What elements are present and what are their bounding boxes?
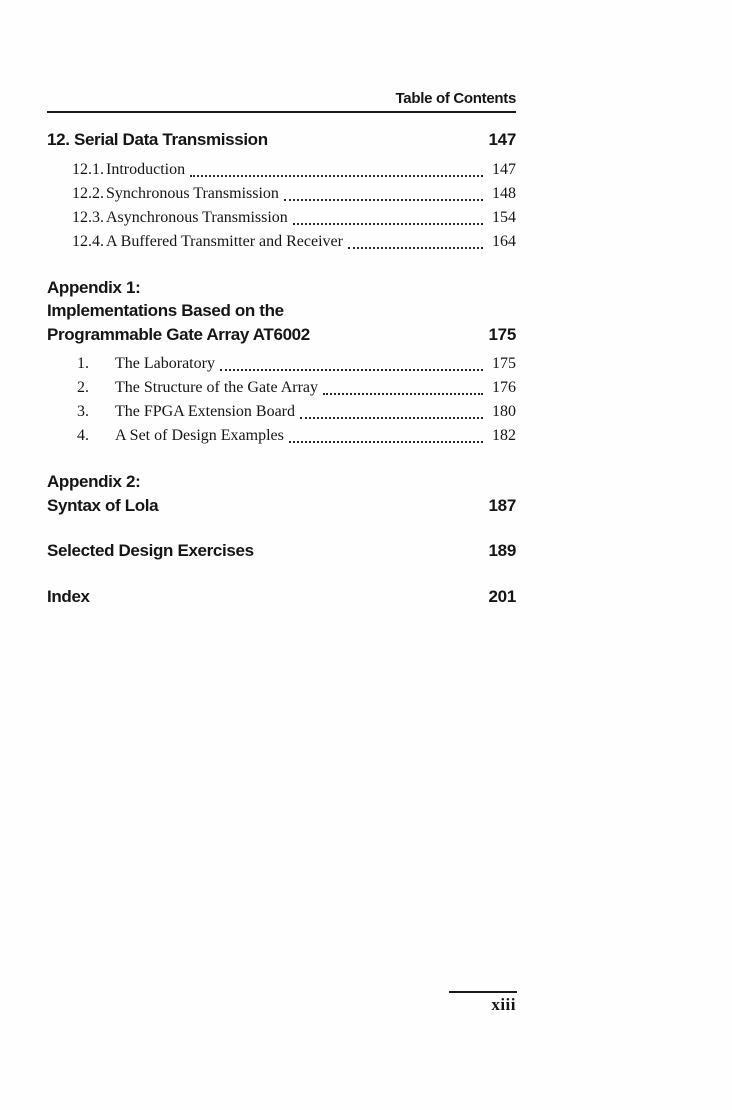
entry-number: 12.2. [72, 184, 104, 202]
dot-leader [323, 393, 483, 395]
entry-number: 2. [77, 379, 89, 396]
entry-title: A Set of Design Examples [115, 427, 284, 444]
toc-entry-row [47, 158, 516, 182]
entry-title: Introduction [106, 160, 186, 178]
toc-entry-row [47, 230, 516, 254]
entry-page-number: 180 [492, 403, 516, 420]
entry-page-number: 175 [492, 355, 516, 372]
entry-number: 3. [77, 403, 89, 420]
footer-page-number: xiii [491, 995, 516, 1014]
entry-title: The Laboratory [115, 355, 215, 372]
section-entries [47, 352, 516, 448]
entry-number: 12.3. [72, 208, 104, 226]
section-title-lines [47, 539, 482, 563]
toc-entry-row [47, 352, 516, 376]
footer-rule [449, 991, 517, 993]
dot-leader [348, 247, 483, 249]
entry-title: The FPGA Extension Board [115, 403, 295, 420]
entry-title: Asynchronous Transmission [106, 208, 288, 226]
entry-page-number: 182 [492, 427, 516, 444]
toc-entry-row [47, 206, 516, 230]
section-heading [47, 585, 516, 609]
toc-section [47, 539, 516, 563]
section-title-lines [47, 470, 482, 517]
toc-content [47, 90, 516, 608]
section-page-number: 189 [488, 541, 516, 560]
entry-page-number: 154 [492, 208, 516, 226]
entry-page-number: 147 [492, 160, 516, 178]
entry-number: 1. [77, 355, 89, 372]
dot-leader [300, 417, 483, 419]
section-page-number: 147 [488, 130, 516, 149]
entry-title: Synchronous Transmission [106, 184, 279, 202]
entry-page-number: 148 [492, 184, 516, 202]
dot-leader [220, 369, 483, 371]
toc-section [47, 128, 516, 254]
section-title-line: Implementations Based on the [47, 301, 284, 320]
section-heading [47, 128, 516, 152]
section-heading [47, 539, 516, 563]
dot-leader [284, 199, 483, 201]
dot-leader [289, 441, 483, 443]
toc-section [47, 585, 516, 609]
section-heading [47, 276, 516, 347]
section-page-number: 201 [488, 586, 516, 606]
section-title-lines [47, 585, 482, 609]
section-title-line: Appendix 2: [47, 472, 141, 491]
section-entries [47, 158, 516, 254]
toc-section [47, 276, 516, 449]
section-title-line: Syntax of Lola [47, 495, 159, 515]
entry-title: The Structure of the Gate Array [115, 379, 319, 396]
section-title-lines [47, 276, 482, 347]
section-title-lines [47, 128, 482, 152]
entry-number: 12.1. [72, 160, 104, 178]
section-title-line: 12. Serial Data Transmission [47, 130, 268, 149]
header-rule [47, 111, 516, 113]
entry-number: 4. [77, 427, 89, 444]
section-title-line: Programmable Gate Array AT6002 [47, 324, 310, 344]
section-title-line: Index [47, 586, 90, 606]
section-page-number: 175 [488, 324, 516, 344]
section-title-line: Selected Design Exercises [47, 541, 254, 560]
entry-number: 12.4. [72, 232, 104, 250]
section-title-line: Appendix 1: [47, 277, 141, 297]
toc-entry-row [47, 182, 516, 206]
section-page-number: 187 [488, 495, 516, 515]
toc-entry-row [47, 400, 516, 424]
toc-sections [47, 128, 516, 608]
entry-page-number: 164 [492, 232, 516, 250]
toc-section [47, 470, 516, 517]
entry-title: A Buffered Transmitter and Receiver [106, 232, 343, 250]
section-heading [47, 470, 516, 517]
page-header [47, 90, 516, 113]
dot-leader [293, 223, 483, 225]
page-footer [449, 991, 517, 1015]
toc-entry-row [47, 376, 516, 400]
dot-leader [190, 175, 483, 177]
toc-entry-row [47, 424, 516, 448]
page-header-title: Table of Contents [395, 90, 516, 107]
entry-page-number: 176 [492, 379, 516, 396]
